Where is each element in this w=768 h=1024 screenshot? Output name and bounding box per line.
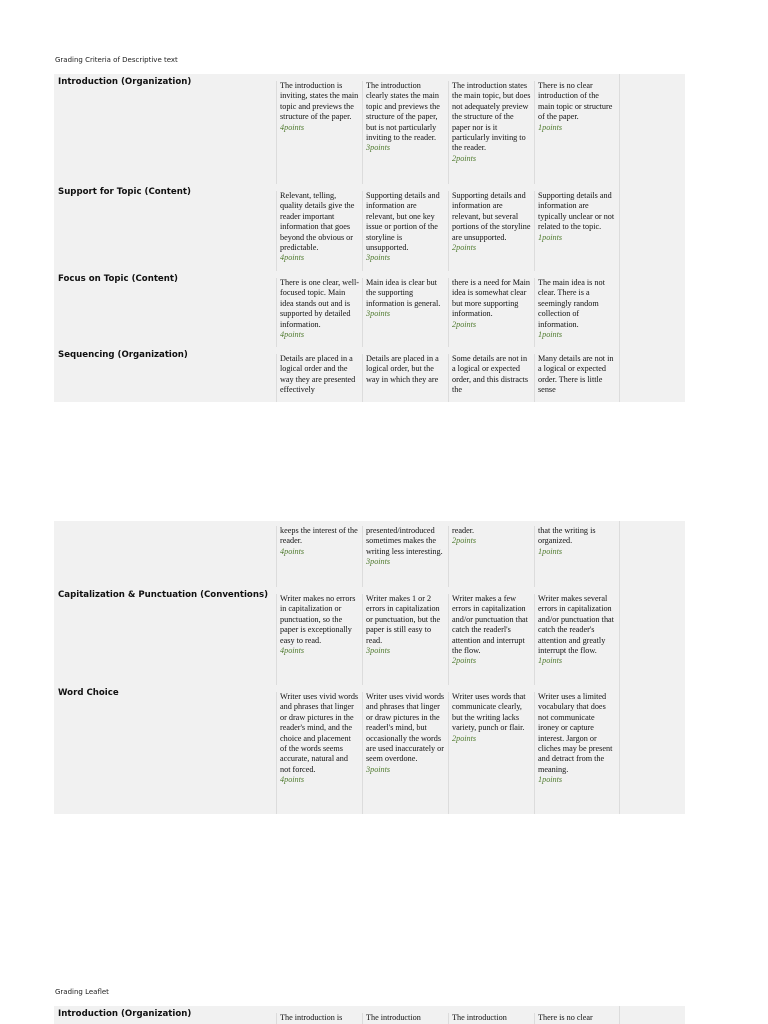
criterion-label: Focus on Topic (Content) bbox=[58, 274, 178, 284]
rubric-row-sequencing bbox=[54, 347, 685, 402]
score-2-cell bbox=[448, 692, 531, 814]
cell-text: Writer uses vivid words and phrases that linger or draw pictures in the reader's mind, and the choice and placement of the words seems accurate, natural and not forced. bbox=[280, 692, 359, 774]
score-1-cell bbox=[534, 526, 617, 587]
cell-text: Writer makes 1 or 2 errors in capitalization or punctuation, but the paper is still easy to read. bbox=[366, 594, 441, 645]
cell-text: Details are placed in a logical order and the way they are presented effectively bbox=[280, 354, 356, 395]
cell-text: Supporting details and information are relevant, but one key issue or portion of the storyline is unsupported. bbox=[366, 191, 440, 253]
cell-text: Supporting details and information are relevant, but several portions of the storyline are unsupported. bbox=[452, 191, 531, 242]
cell-text: Writer uses vivid words and phrases that linger or draw pictures in the readerl's mind, but occasionally the words are used inaccurately or seem overdone. bbox=[366, 692, 445, 764]
points-label: 1points bbox=[538, 546, 563, 556]
cell-text: The introduction is bbox=[280, 1013, 343, 1022]
cell-text: Writer uses words that communicate clearly, but the writing lacks variety, punch or flair. bbox=[452, 692, 526, 733]
cell-text: Relevant, telling, quality details give the reader important information that goes beyond the obvious or predictable. bbox=[280, 191, 355, 253]
score-3-cell bbox=[362, 81, 445, 184]
score-4-cell bbox=[276, 278, 359, 347]
score-3-cell bbox=[362, 354, 445, 402]
cell-text: Writer makes no errors in capitalization or punctuation, so the paper is exceptionally easy to read. bbox=[280, 594, 356, 645]
score-1-cell bbox=[534, 191, 617, 271]
score-1-cell bbox=[534, 1013, 617, 1024]
score-2-cell bbox=[448, 594, 531, 685]
cell-text: reader. bbox=[452, 526, 475, 535]
score-4-cell bbox=[276, 81, 359, 184]
rubric-row-introduction bbox=[54, 1006, 685, 1024]
cell-text: Writer makes several errors in capitalization and/or punctuation that catch the reader's attention and greatly interrupt the flow. bbox=[538, 594, 614, 656]
score-4-cell bbox=[276, 354, 359, 402]
rubric-row-word-choice bbox=[54, 685, 685, 814]
cell-text: Supporting details and information are typically unclear or not related to the topic. bbox=[538, 191, 615, 232]
score-2-cell bbox=[448, 81, 531, 184]
cell-text: There is no clear introduction of the main topic or structure of the paper. bbox=[538, 81, 613, 122]
score-1-cell bbox=[534, 278, 617, 347]
score-4-cell bbox=[276, 191, 359, 271]
cell-text: The main idea is not clear. There is a seemingly random collection of information. bbox=[538, 278, 605, 329]
points-label: 3points bbox=[366, 309, 391, 319]
points-label: 2points bbox=[452, 656, 477, 666]
points-label: 4points bbox=[280, 646, 305, 656]
cell-text: The introduction states the main topic, but does not adequately preview the structure of the paper nor is it particularly inviting to the reader. bbox=[452, 81, 531, 153]
cell-text: The introduction bbox=[366, 1013, 421, 1022]
points-label: 4points bbox=[280, 253, 305, 263]
points-label: 2points bbox=[452, 153, 477, 163]
score-3-cell bbox=[362, 278, 445, 347]
cell-text: Many details are not in a logical or expected order. There is little sense bbox=[538, 354, 614, 395]
cell-text: There is no clear bbox=[538, 1013, 593, 1022]
points-label: 2points bbox=[452, 319, 477, 329]
cell-text: The introduction clearly states the main topic and previews the structure of the paper, but is not particularly inviting to the reader. bbox=[366, 81, 440, 143]
rubric-table-part-3 bbox=[54, 1006, 685, 1024]
cell-text: Details are placed in a logical order, but the way in which they are bbox=[366, 354, 439, 384]
points-label: 1points bbox=[538, 232, 563, 242]
criterion-label: Support for Topic (Content) bbox=[58, 187, 191, 197]
cell-text: There is one clear, well-focused topic. Main idea stands out and is supported by detailed information. bbox=[280, 278, 359, 329]
cell-text: The introduction bbox=[452, 1013, 507, 1022]
score-1-cell bbox=[534, 692, 617, 814]
cell-text: keeps the interest of the reader. bbox=[280, 526, 358, 546]
cell-text: Writer makes a few errors in capitalization and/or punctuation that catch the readerl's attention and interrupt the flow. bbox=[452, 594, 528, 656]
score-4-cell bbox=[276, 594, 359, 685]
rubric-table-part-2 bbox=[54, 521, 685, 814]
score-1-cell bbox=[534, 594, 617, 685]
points-label: 1points bbox=[538, 122, 563, 132]
points-label: 3points bbox=[366, 646, 391, 656]
score-4-cell bbox=[276, 1013, 359, 1024]
points-label: 4points bbox=[280, 775, 305, 785]
score-2-cell bbox=[448, 278, 531, 347]
score-3-cell bbox=[362, 191, 445, 271]
points-label: 1points bbox=[538, 775, 563, 785]
page-caption-top: Grading Criteria of Descriptive text bbox=[55, 56, 178, 64]
score-3-cell bbox=[362, 1013, 445, 1024]
page-caption-bottom: Grading Leaflet bbox=[55, 988, 109, 996]
points-label: 3points bbox=[366, 557, 391, 567]
criterion-label: Capitalization & Punctuation (Conventions) bbox=[58, 590, 269, 600]
rubric-row-focus bbox=[54, 271, 685, 347]
criterion-label: Introduction (Organization) bbox=[58, 1009, 192, 1019]
points-label: 2points bbox=[452, 536, 477, 546]
rubric-row-introduction bbox=[54, 74, 685, 184]
cell-text: The introduction is inviting, states the main topic and previews the structure of the paper. bbox=[280, 81, 359, 122]
score-2-cell bbox=[448, 191, 531, 271]
score-4-cell bbox=[276, 526, 359, 587]
cell-text: there is a need for Main idea is somewhat clear but more supporting information. bbox=[452, 278, 530, 319]
points-label: 4points bbox=[280, 122, 305, 132]
criterion-label: Introduction (Organization) bbox=[58, 77, 192, 87]
points-label: 3points bbox=[366, 143, 391, 153]
score-1-cell bbox=[534, 81, 617, 184]
rubric-row-capitalization bbox=[54, 587, 685, 685]
points-label: 3points bbox=[366, 764, 391, 774]
cell-text: presented/introduced sometimes makes the writing less interesting. bbox=[366, 526, 443, 556]
points-label: 2points bbox=[452, 733, 477, 743]
points-label: 2points bbox=[452, 243, 477, 253]
rubric-row-sequencing-cont bbox=[54, 521, 685, 587]
score-3-cell bbox=[362, 526, 445, 587]
cell-text: Some details are not in a logical or expected order, and this distracts the bbox=[452, 354, 529, 395]
cell-text: Main idea is clear but the supporting information is general. bbox=[366, 278, 441, 308]
rubric-table-part-1 bbox=[54, 74, 685, 402]
points-label: 4points bbox=[280, 330, 305, 340]
criterion-label: Sequencing (Organization) bbox=[58, 350, 188, 360]
points-label: 1points bbox=[538, 656, 563, 666]
score-2-cell bbox=[448, 1013, 531, 1024]
score-2-cell bbox=[448, 526, 531, 587]
points-label: 4points bbox=[280, 546, 305, 556]
score-2-cell bbox=[448, 354, 531, 402]
score-1-cell bbox=[534, 354, 617, 402]
score-4-cell bbox=[276, 692, 359, 814]
cell-text: that the writing is organized. bbox=[538, 526, 596, 546]
score-3-cell bbox=[362, 594, 445, 685]
points-label: 1points bbox=[538, 330, 563, 340]
cell-text: Writer uses a limited vocabulary that does not communicate ironey or capture interest. Jargon or cliches may be present and detract from the meaning. bbox=[538, 692, 613, 774]
points-label: 3points bbox=[366, 253, 391, 263]
criterion-label: Word Choice bbox=[58, 688, 119, 698]
rubric-row-support bbox=[54, 184, 685, 271]
score-3-cell bbox=[362, 692, 445, 814]
